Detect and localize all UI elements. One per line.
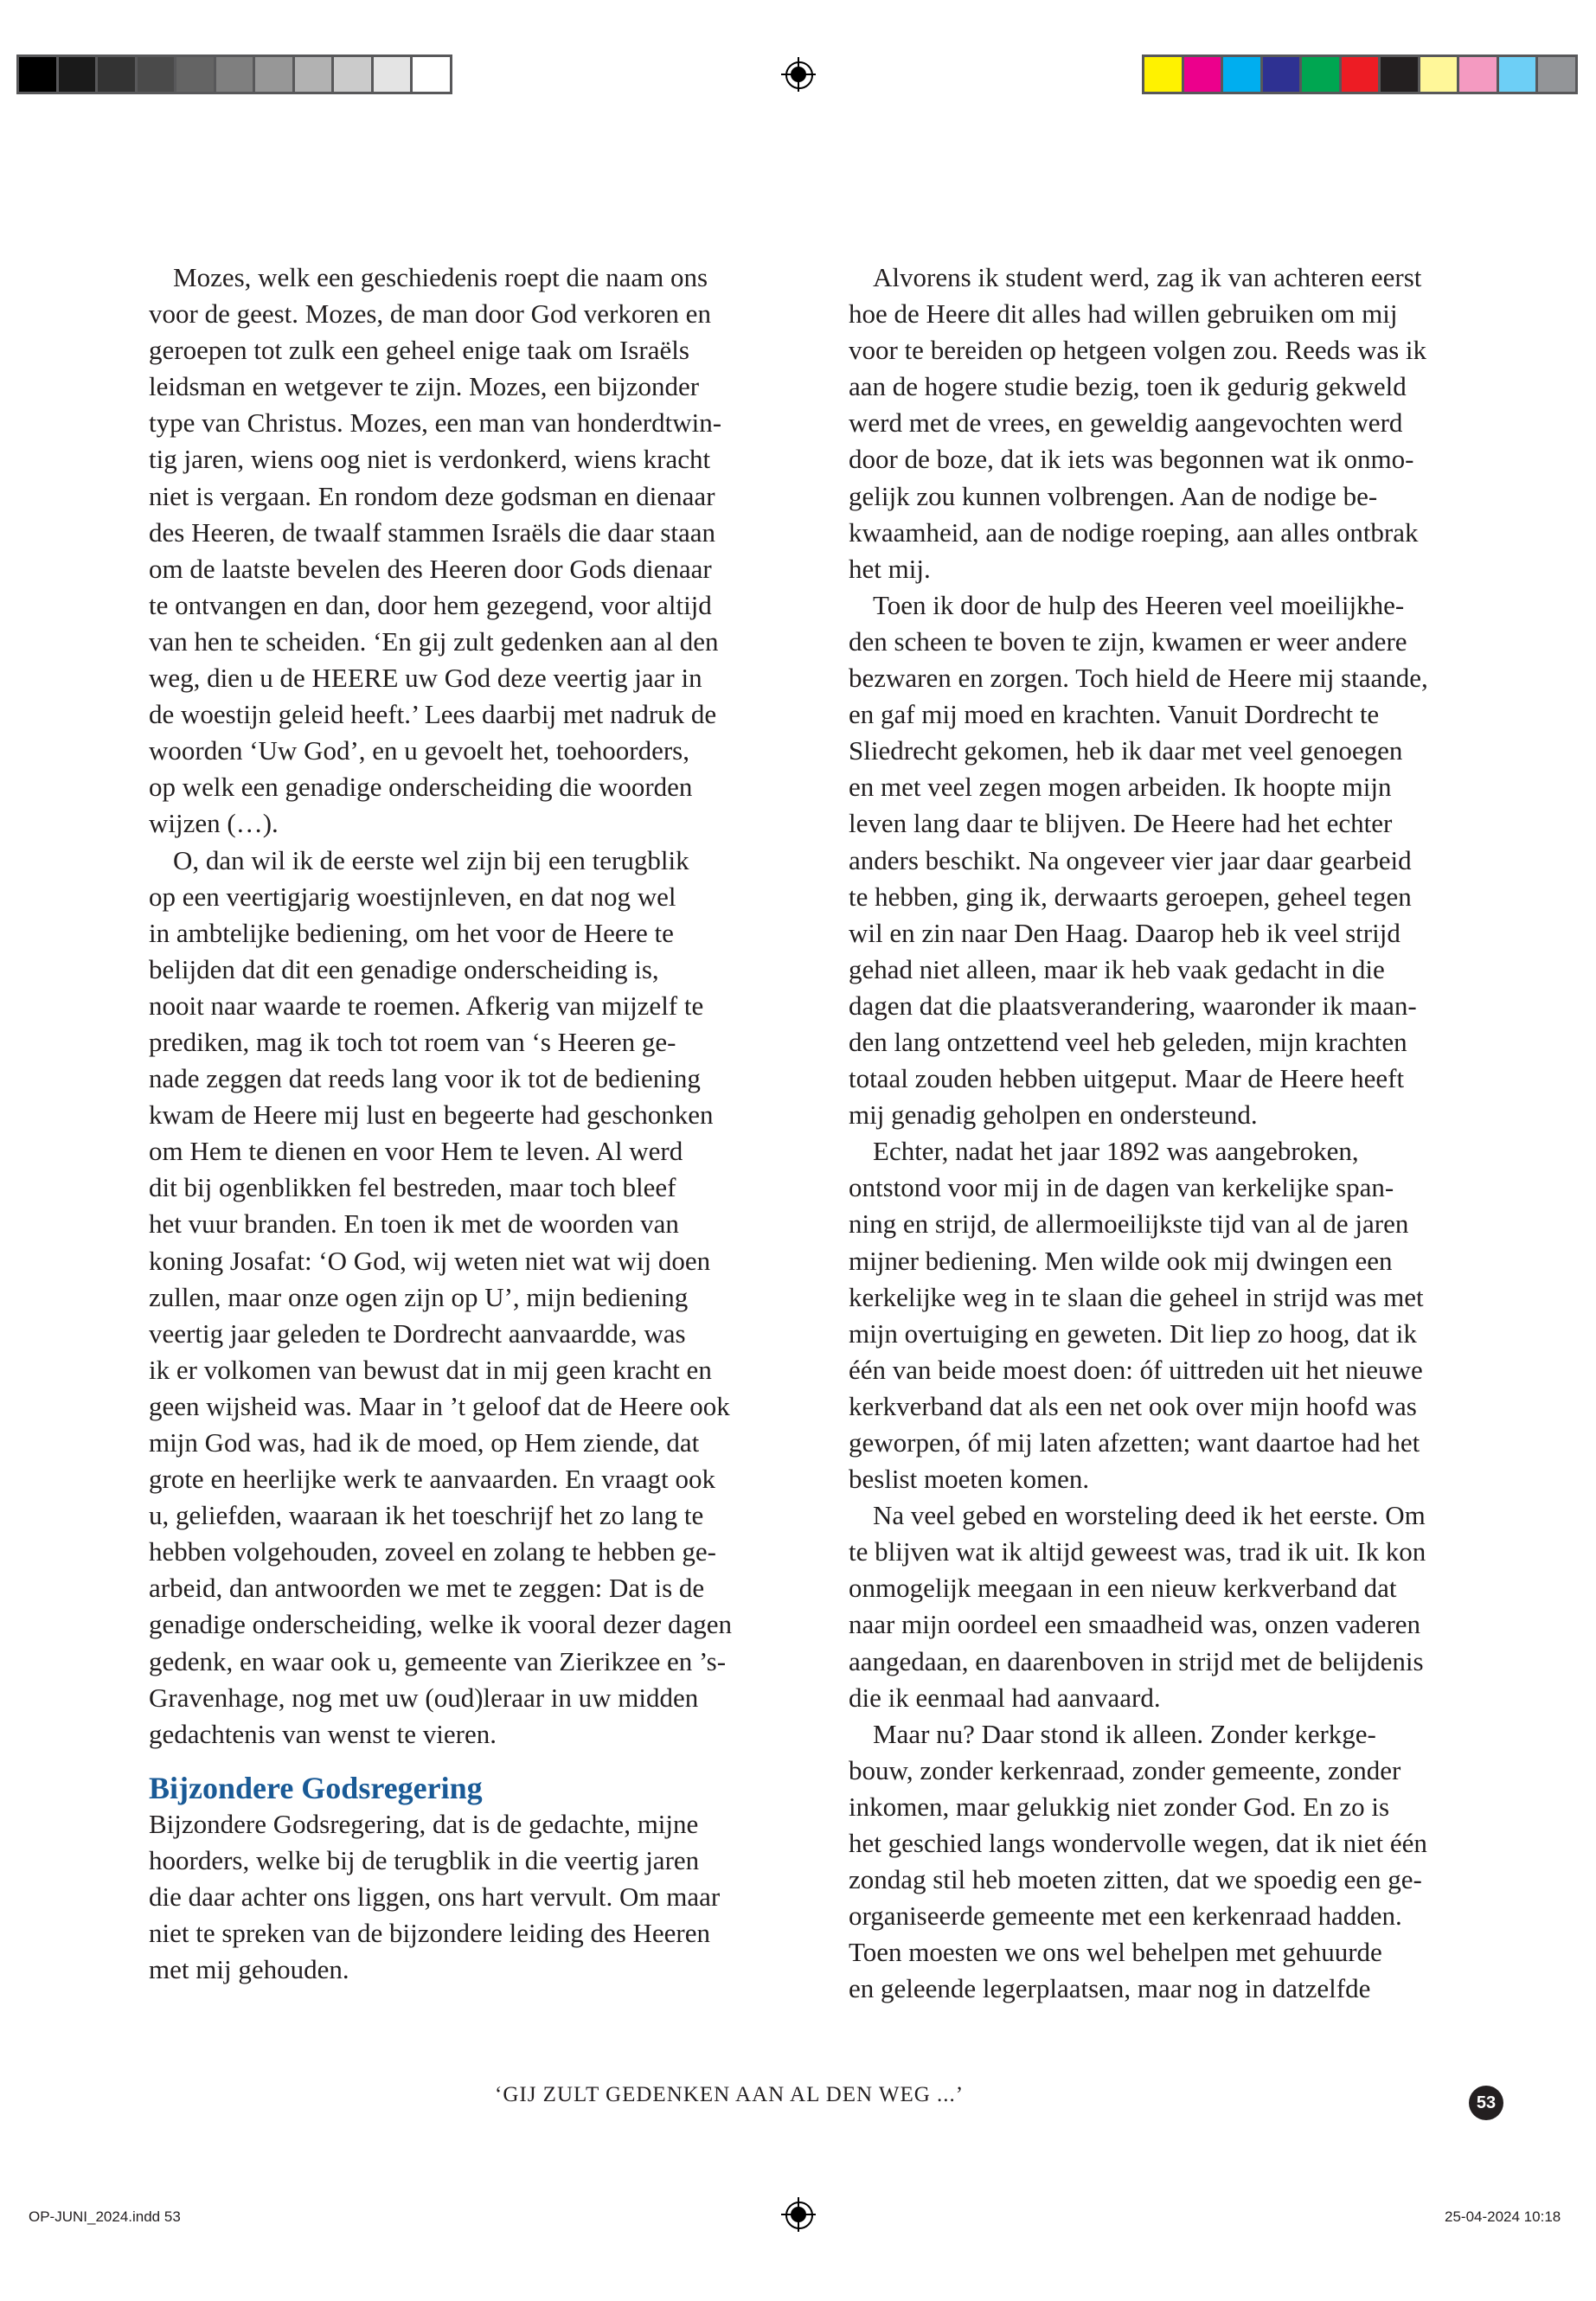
- color-swatch: [334, 57, 371, 92]
- text-line: het geschied langs wondervolle wegen, dat ik niet één: [849, 1828, 1427, 1859]
- text-line: ontstond voor mij in de dagen van kerkelijke span-: [849, 1172, 1394, 1203]
- paragraph: [149, 260, 813, 843]
- text-line: de woestijn geleid heeft.’ Lees daarbij met nadruk de: [149, 699, 717, 730]
- color-swatch: [176, 57, 214, 92]
- text-line: aan de hogere studie bezig, toen ik gedurig gekweld: [849, 371, 1407, 402]
- color-swatch: [138, 57, 175, 92]
- text-line: hoe de Heere dit alles had willen gebruiken om mij: [849, 298, 1398, 330]
- text-line: werd met de vrees, en geweldig aangevochten werd: [849, 407, 1403, 439]
- text-line: die ik eenmaal had aanvaard.: [849, 1682, 1161, 1713]
- text-line: grote en heerlijke werk te aanvaarden. En vraagt ook: [149, 1464, 715, 1495]
- text-line: onmogelijk meegaan in een nieuw kerkverband dat: [849, 1573, 1397, 1604]
- color-swatch: [1538, 57, 1575, 92]
- text-line: kwam de Heere mij lust en begeerte had geschonken: [149, 1099, 714, 1131]
- color-swatch: [1381, 57, 1418, 92]
- text-line: te blijven wat ik altijd geweest was, trad ik uit. Ik kon: [849, 1536, 1426, 1567]
- text-line: te hebben, ging ik, derwaarts geroepen, geheel tegen: [849, 881, 1412, 912]
- text-line: inkomen, maar gelukkig niet zonder God. En zo is: [849, 1791, 1390, 1822]
- text-line: niet is vergaan. En rondom deze godsman en dienaar: [149, 480, 715, 511]
- text-line: prediken, mag ik toch tot roem van ‘s Heeren ge-: [149, 1026, 676, 1057]
- text-line: van hen te scheiden. ‘En gij zult gedenken aan al den: [149, 625, 719, 657]
- text-line: beslist moeten komen.: [849, 1464, 1090, 1495]
- text-line: zondag stil heb moeten zitten, dat we spoedig een ge-: [849, 1864, 1422, 1895]
- text-line: Na veel gebed en worsteling deed ik het eerste. Om: [873, 1500, 1426, 1531]
- text-line: kerkverband dat als een net ook over mijn hoofd was: [849, 1390, 1417, 1421]
- process-color-bar: [1142, 54, 1578, 94]
- text-line: op welk een genadige onderscheiding die woorden: [149, 772, 693, 803]
- color-swatch: [1420, 57, 1458, 92]
- text-line: het vuur branden. En toen ik met de woorden van: [149, 1208, 679, 1240]
- text-line: dagen dat die plaatsverandering, waaronder ik maan-: [849, 990, 1417, 1021]
- text-line: totaal zouden hebben uitgeput. Maar de Heere heeft: [849, 1063, 1405, 1094]
- text-line: Sliedrecht gekomen, heb ik daar met veel genoegen: [849, 735, 1403, 766]
- text-line: geroepen tot zulk een geheel enige taak om Israëls: [149, 335, 689, 366]
- text-line: aangedaan, en daarenboven in strijd met de belijdenis: [849, 1645, 1424, 1676]
- text-line: voor te bereiden op hetgeen volgen zou. Reeds was ik: [849, 335, 1427, 366]
- text-line: wil en zin naar Den Haag. Daarop heb ik veel strijd: [849, 917, 1401, 948]
- color-swatch: [1459, 57, 1497, 92]
- color-swatch: [1144, 57, 1182, 92]
- text-line: met mij gehouden.: [149, 1954, 349, 1985]
- paragraph: [849, 1497, 1513, 1716]
- text-line: dit bij ogenblikken fel bestreden, maar toch bleef: [149, 1172, 676, 1203]
- text-line: nooit naar waarde te roemen. Afkerig van mijzelf te: [149, 990, 704, 1021]
- text-line: Toen ik door de hulp des Heeren veel moeilijkhe-: [873, 589, 1405, 620]
- section-heading: Bijzondere Godsregering: [149, 1770, 483, 1805]
- text-line: koning Josafat: ‘O God, wij weten niet wat wij doen: [149, 1245, 711, 1276]
- text-line: kwaamheid, aan de nodige roeping, aan alles ontbrak: [849, 516, 1419, 548]
- paragraph: [849, 1716, 1513, 2008]
- text-line: gelijk zou kunnen volbrengen. Aan de nodige be-: [849, 480, 1378, 511]
- text-line: en geleende legerplaatsen, maar nog in datzelfde: [849, 1973, 1371, 2004]
- text-line: te ontvangen en dan, door hem gezegend, voor altijd: [149, 589, 712, 620]
- text-line: niet te spreken van de bijzondere leiding des Heeren: [149, 1918, 711, 1949]
- text-line: ning en strijd, de allermoeilijkste tijd van al de jaren: [849, 1208, 1409, 1240]
- running-title: ‘GIJ ZULT GEDENKEN AAN AL DEN WEG ...’: [495, 2083, 965, 2106]
- text-line: om de laatste bevelen des Heeren door Gods dienaar: [149, 553, 712, 584]
- text-line: en gaf mij moed en krachten. Vanuit Dordrecht te: [849, 699, 1380, 730]
- text-line: hoorders, welke bij de terugblik in die veertig jaren: [149, 1844, 700, 1875]
- color-swatch: [59, 57, 96, 92]
- text-line: mij genadig geholpen en ondersteund.: [849, 1099, 1258, 1131]
- left-text-column: [149, 260, 813, 1988]
- text-line: gedachtenis van wenst te vieren.: [149, 1718, 497, 1749]
- text-line: des Heeren, de twaalf stammen Israëls die daar staan: [149, 516, 716, 548]
- text-line: Echter, nadat het jaar 1892 was aangebroken,: [873, 1136, 1359, 1167]
- text-line: Maar nu? Daar stond ik alleen. Zonder kerkge-: [873, 1718, 1376, 1749]
- text-line: genadige onderscheiding, welke ik vooral dezer dagen: [149, 1609, 732, 1640]
- text-line: Mozes, welk een geschiedenis roept die naam ons: [173, 262, 708, 292]
- text-line: wijzen (…).: [149, 808, 279, 839]
- paragraph: [849, 587, 1513, 1133]
- color-swatch: [1302, 57, 1339, 92]
- text-line: het mij.: [849, 553, 931, 584]
- text-line: op een veertigjarig woestijnleven, en dat nog wel: [149, 881, 676, 912]
- page-number-badge: 53: [1469, 2086, 1503, 2120]
- text-line: die daar achter ons liggen, ons hart vervult. Om maar: [149, 1881, 721, 1913]
- text-line: ik er volkomen van bewust dat in mij geen kracht en: [149, 1354, 712, 1385]
- text-line: den scheen te boven te zijn, kwamen er weer andere: [849, 625, 1407, 657]
- text-line: anders beschikt. Na ongeveer vier jaar daar gearbeid: [849, 844, 1412, 875]
- text-line: door de boze, dat ik iets was begonnen wat ik onmo-: [849, 444, 1414, 475]
- text-line: type van Christus. Mozes, een man van honderdtwin-: [149, 407, 722, 439]
- paragraph: [149, 1806, 813, 1988]
- color-swatch: [1223, 57, 1260, 92]
- text-line: leven lang daar te blijven. De Heere had het echter: [849, 808, 1393, 839]
- grayscale-color-bar: [16, 54, 452, 94]
- text-line: naar mijn oordeel een smaadheid was, onzen vaderen: [849, 1609, 1421, 1640]
- text-line: kerkelijke weg in te slaan die geheel in strijd was met: [849, 1281, 1424, 1312]
- text-line: Toen moesten we ons wel behelpen met gehuurde: [849, 1937, 1382, 1968]
- text-line: gedenk, en waar ook u, gemeente van Zierikzee en ’s-: [149, 1645, 727, 1676]
- text-line: mijn overtuiging en geweten. Dit liep zo hoog, dat ik: [849, 1317, 1417, 1349]
- text-line: organiseerde gemeente met een kerkenraad hadden.: [849, 1900, 1402, 1932]
- color-swatch: [374, 57, 411, 92]
- text-line: voor de geest. Mozes, de man door God verkoren en: [149, 298, 711, 330]
- paragraph: [849, 1133, 1513, 1497]
- paragraph: [149, 843, 813, 1753]
- color-swatch: [255, 57, 292, 92]
- paragraph: [849, 260, 1513, 587]
- slug-timestamp: 25-04-2024 10:18: [1445, 2208, 1561, 2225]
- color-swatch: [1184, 57, 1221, 92]
- text-line: mijner bediening. Men wilde ook mij dwingen een: [849, 1245, 1393, 1276]
- color-swatch: [1263, 57, 1300, 92]
- text-line: Alvorens ik student werd, zag ik van achteren eerst: [873, 262, 1422, 292]
- text-line: één van beide moest doen: óf uittreden uit het nieuwe: [849, 1354, 1423, 1385]
- color-swatch: [216, 57, 253, 92]
- color-swatch: [1499, 57, 1536, 92]
- text-line: gehad niet alleen, maar ik heb vaak gedacht in die: [849, 953, 1385, 984]
- text-line: tig jaren, wiens oog niet is verdonkerd, wiens kracht: [149, 444, 711, 475]
- registration-mark-icon: [781, 57, 816, 92]
- color-swatch: [413, 57, 450, 92]
- text-line: en met veel zegen mogen arbeiden. Ik hoopte mijn: [849, 772, 1392, 803]
- text-line: hebben volgehouden, zoveel en zolang te hebben ge-: [149, 1536, 716, 1567]
- color-swatch: [19, 57, 56, 92]
- color-swatch: [1342, 57, 1379, 92]
- text-line: Gravenhage, nog met uw (oud)leraar in uw midden: [149, 1682, 699, 1713]
- text-line: om Hem te dienen en voor Hem te leven. Al werd: [149, 1136, 683, 1167]
- text-line: bezwaren en zorgen. Toch hield de Heere mij staande,: [849, 663, 1428, 694]
- color-swatch: [295, 57, 332, 92]
- text-line: leidsman en wetgever te zijn. Mozes, een bijzonder: [149, 371, 700, 402]
- text-line: belijden dat dit een genadige onderscheiding is,: [149, 953, 659, 984]
- text-line: mijn God was, had ik de moed, op Hem ziende, dat: [149, 1427, 700, 1458]
- text-line: O, dan wil ik de eerste wel zijn bij een terugblik: [173, 844, 689, 875]
- text-line: u, geliefden, waaraan ik het toeschrijf het zo lang te: [149, 1500, 704, 1531]
- right-text-column: [849, 260, 1513, 2008]
- text-line: geen wijsheid was. Maar in ’t geloof dat de Heere ook: [149, 1390, 730, 1421]
- text-line: den lang ontzettend veel heb geleden, mijn krachten: [849, 1026, 1407, 1057]
- text-line: bouw, zonder kerkenraad, zonder gemeente, zonder: [849, 1754, 1401, 1785]
- text-line: geworpen, óf mij laten afzetten; want daartoe had het: [849, 1427, 1420, 1458]
- color-swatch: [98, 57, 135, 92]
- text-line: weg, dien u de HEERE uw God deze veertig jaar in: [149, 663, 702, 694]
- text-line: in ambtelijke bediening, om het voor de Heere te: [149, 917, 674, 948]
- text-line: veertig jaar geleden te Dordrecht aanvaardde, was: [149, 1317, 686, 1349]
- registration-mark-icon: [781, 2197, 816, 2232]
- text-line: Bijzondere Godsregering, dat is de gedachte, mijne: [149, 1808, 699, 1839]
- text-line: zullen, maar onze ogen zijn op U’, mijn bediening: [149, 1281, 689, 1312]
- text-line: woorden ‘Uw God’, en u gevoelt het, toehoorders,: [149, 735, 689, 766]
- slug-file-info: OP-JUNI_2024.indd 53: [29, 2208, 181, 2225]
- text-line: nade zeggen dat reeds lang voor ik tot de bediening: [149, 1063, 701, 1094]
- text-line: arbeid, dan antwoorden we met te zeggen: Dat is de: [149, 1573, 705, 1604]
